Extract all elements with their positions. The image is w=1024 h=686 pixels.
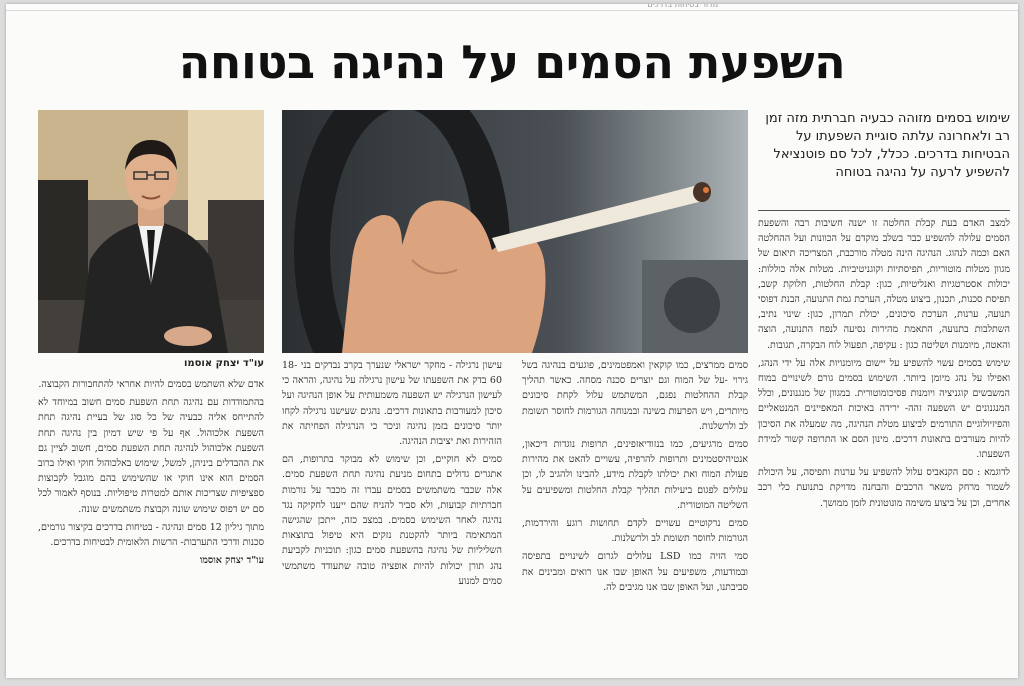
paragraph: סמים ממרצים, כמו קוקאין ואמפטמינים, פוגעים בנהיגה בשל גירוי -על של המוח וגם יוצרים סכנה מסחה. כאשר תהליך קבלת ההחלטות נפגם, המשתמש עלול לקחת סיכונים מיותרים, ויש הפרעות בשינה ובמנוחה הגורמות לחוסר תשומת לב ולרשלנות. — [522, 360, 748, 432]
text-column-3 — [282, 358, 502, 673]
text-column-4 — [38, 377, 264, 673]
paragraph: בהתמודדות עם נהיגה תחת השפעת סמים חשוב במיוחד לא להתייחס אליה כבעיה של כל סוג של בעיית נהיגה תחת השפעת אלכוהול. אף על פי שיש דמיון בין נהיגה תחת השפעת אלכוהול לנהיגה תחת השפעת סמים, חשוב לציין גם את ההבדלים ביניהן, למשל, שימוש באלכוהול חוקי ואילו ברוב הסמים הוא אינו חוקי או שהשימוש בהם מוגבל לקבוצות ספציפיות שצריכות אותם למטרות טיפוליות. בנוסף לאמור לכל סם יש דפוס שימוש שונה וקבוצת משתמשים שונה. — [38, 397, 264, 515]
paragraph: עישון נרגילה - מחקר ישראלי שנערך בקרב נבדקים בני 18-60 בדק את השפעתו של עישון נרגילה על נהיגה, והראה כי לעישון הנרגילה יש השפעה משמעותית על אופן הנהיגה ועל סיכון למעורבות בתאונות דרכים. נהגים שעישנו נרגילה לקחו יותר סיכונים בזמן נהיגה וניכר כי הנרגילה הפחיתה את הזהירות ואת יציבות הנהיגה. — [282, 360, 502, 448]
author-caption: עו"ד יצחק אוסמו — [183, 358, 264, 369]
paragraph: סמי הזיה כמו LSD עלולים לגרום לשינויים בתפיסה ובמודעות, משפיעים על האופן שבו אנו רואים ומבינים את סביבתנו, ועל האופן שבו אנו מגיבים לה. — [522, 551, 748, 593]
paragraph: שימוש בסמים עשוי להשפיע על יישום מיומנויות אלה על ידי הנהג, ואפילו על נהג מיומן ביותר. השימוש בסמים גורם לשינויים במוח המשבשים קוגניציה ויומנות פסיכומוטורית. במגוון של מנגנונים, וכלל המנגנונים יש השפעה זהה- ירידה באיכות המאפיינים המנטאליים והפיזיולוגיים התורמים לביצוע מטלת הנהיגה, מה שמעלה את הסיכון להיות מעורבים בתאונות דרכים. מינון הסם או התרופה קשור למידת השפעתו. — [758, 357, 1010, 461]
author-photo — [38, 110, 264, 353]
text-column-1 — [758, 216, 1010, 673]
joint-photo — [282, 110, 748, 353]
article-title: השפעת הסמים על נהיגה בטוחה — [178, 35, 846, 89]
paragraph: מתוך גיליון 12 סמים ונהיגה - בטיחות בדרכים בקיצור גורמים, סכנות ודרכי התערבות- הרשות הלאומית לבטיחות בדרכים. — [38, 521, 264, 549]
paragraph: אדם שלא השתמש בסמים להיות אחראי להתחבורות הקבוצה. — [38, 379, 264, 390]
topline-text: מדור בטיחות בדרכים — [647, 4, 718, 9]
text-column-2 — [522, 358, 748, 673]
author-photo-illustration — [38, 110, 264, 353]
paragraph: סמים לא חוקיים, וכן שימוש לא מבוקר בתרופות, הם אתגרים גדולים בתחום מניעת נהיגה תחת השפעת סמים. אלה שכבר משתמשים בסמים עברו זה מכבר על נורמות חברתיות קבועות, ולא סביר להניח שהם ייענו לחקיקה נגד נהיגה לאחר השימוש בסמים. במצב כזה, ייתכן שהגישה המתאימה ביותר להקטנת נזקים היא טיפול בתוצאות השליליות של נהיגה בהשפעת סמים כגון: תוכניות לקביעת נהג תורן יכולות להיות אופציה טובה שתעודד משתמשי סמים למנוע — [282, 454, 502, 587]
lede-divider — [758, 210, 1010, 211]
newspaper-page — [6, 4, 1018, 678]
author-signature: עו"ד יצחק אוסמו — [199, 555, 264, 567]
top-rule — [6, 4, 1018, 11]
paragraph: סמים נרקוטיים עשויים לקדם תחושות רוגע והירדמות, הגורמות לחוסר תשומת לב ולרשלנות. — [522, 518, 748, 545]
article-lede: שימוש בסמים מזוהה כבעיה חברתית מזה זמן רב ולאחרונה עלתה סוגיית השפעתו על הבטיחות בדרכים. ככלל, לכל סם פוטנציאל להשפיע לרעה על נהיגה בטוחה — [765, 111, 1010, 180]
paragraph: לדוגמא : סם הקנאביס עלול להשפיע על ערנות ותפיסה, על היכולת לשמור מרחק משאר הרכבים והבחנה מדויקת בתנועת כלי רכב אחרים, וכן על ביצוע משימה מונוטונית לזמן ממושך. — [758, 467, 1010, 509]
paragraph: למצב האדם בעת קבלת החלטה זו ישנה חשיבות רבה והשפעת הסמים עלולה להשפיע כבר בשלב מוקדם על הכוונות ועל ההחלטה האם וכמה לנהוג. הנהיגה הינה מטלה מורכבת, המצריכה תיאום של מגוון מטלות מוטוריות, תפיסתיות וקוגניטיביות. מטלות אלה כוללות: יכולות אסטרטגיות ואנליטיות, כגון: קבלת החלטות, חלוקת קשב, תפיסת סכנות, תכנון, ביצוע מטלה, הערכת גמת התנועה, הבנת דפוסי תנועה, ערנות, הערכת סיכונים, יכולת תמרון, כגון: שינוי נתיב, השתלבות בתנועה, התאמת מהירות נסיעה לנפח התנועה, הוצה והאטה, מיומנות ושליטה כגון : עקיפה, תפעול לוח הבקרה, תגובות. — [758, 218, 1010, 351]
hand-joint-illustration — [282, 110, 748, 353]
paragraph: סמים מרגיעים, כמו בנזודיאזפינים, תרופות נוגדות דיכאון, אנטיהיסטמינים ותרופות להרפיה, עשויים להאט את מהירות פעולת המוח ואת יכולתו לקבלת מידע, להבינו ולהגיב לו, וכן עלולים לפגום ביעילות תהליך קבלת החלטות ומשפיעים על השליטה המוטורית. — [522, 439, 748, 511]
